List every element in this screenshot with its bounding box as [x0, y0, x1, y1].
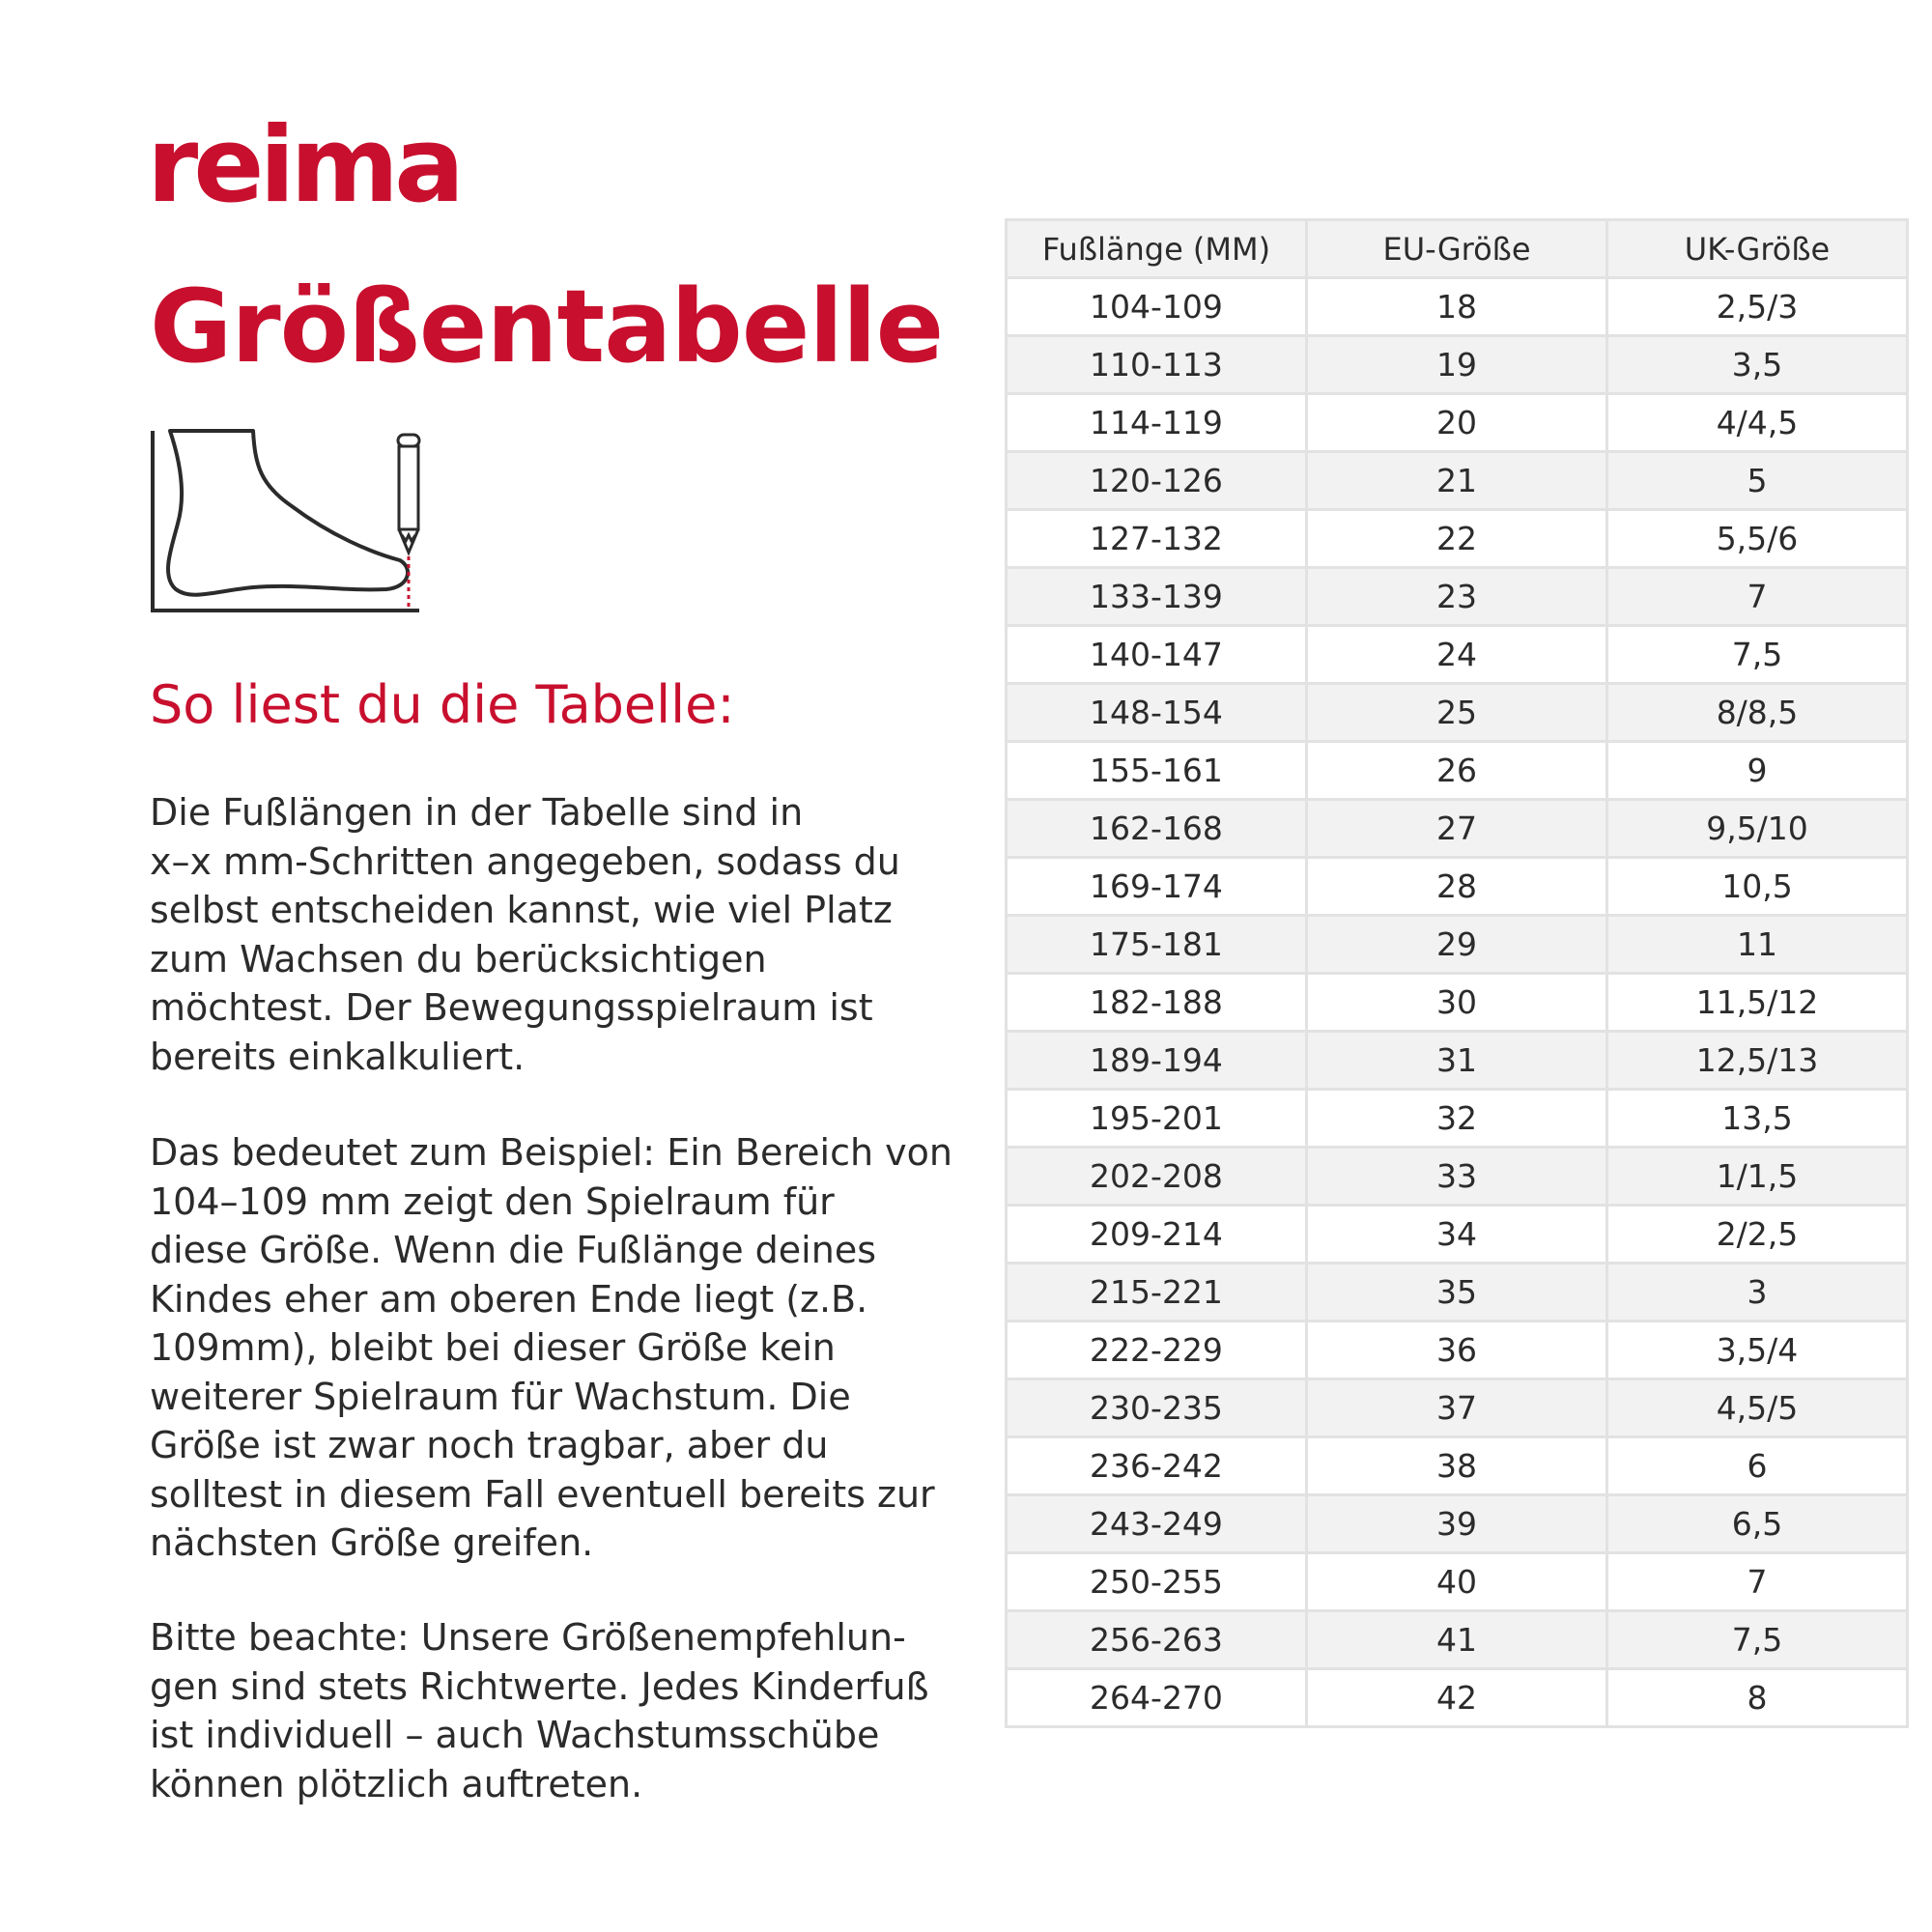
foot-length-cell: 148-154 — [1007, 684, 1307, 742]
foot-length-cell: 169-174 — [1007, 858, 1307, 916]
uk-size-cell: 1/1,5 — [1607, 1148, 1908, 1206]
eu-size-cell: 38 — [1307, 1437, 1607, 1495]
table-row — [1007, 800, 1908, 858]
foot-length-cell: 250-255 — [1007, 1553, 1307, 1611]
uk-size-cell: 7,5 — [1607, 626, 1908, 684]
uk-size-cell: 2,5/3 — [1607, 278, 1908, 336]
text-line: Kindes eher am oberen Ende liegt (z.B. — [150, 1277, 868, 1321]
uk-size-cell: 11 — [1607, 916, 1908, 974]
uk-size-cell: 8/8,5 — [1607, 684, 1908, 742]
text-line: möchtest. Der Bewegungsspielraum ist — [150, 986, 873, 1029]
uk-size-cell: 3,5 — [1607, 336, 1908, 394]
eu-size-cell: 26 — [1307, 742, 1607, 800]
eu-size-cell: 29 — [1307, 916, 1607, 974]
table-row — [1007, 568, 1908, 626]
eu-size-cell: 35 — [1307, 1264, 1607, 1321]
text-line: Das bedeutet zum Beispiel: Ein Bereich von — [150, 1131, 952, 1174]
text-line: Größe ist zwar noch tragbar, aber du — [150, 1424, 829, 1466]
eu-size-cell: 23 — [1307, 568, 1607, 626]
table-row — [1007, 1148, 1908, 1206]
table-row — [1007, 1264, 1908, 1321]
foot-length-cell: 202-208 — [1007, 1148, 1307, 1206]
foot-length-cell: 215-221 — [1007, 1264, 1307, 1321]
table-row — [1007, 1669, 1908, 1727]
reima-logo: reima — [147, 105, 460, 226]
size-table-body — [1007, 278, 1908, 1727]
uk-size-cell: 6 — [1607, 1437, 1908, 1495]
text-line: Die Fußlängen in der Tabelle sind in — [150, 791, 804, 834]
foot-length-cell: 110-113 — [1007, 336, 1307, 394]
table-row — [1007, 1553, 1908, 1611]
uk-size-cell: 8 — [1607, 1669, 1908, 1727]
table-row — [1007, 1321, 1908, 1379]
foot-length-cell: 236-242 — [1007, 1437, 1307, 1495]
eu-size-cell: 18 — [1307, 278, 1607, 336]
uk-size-cell: 12,5/13 — [1607, 1032, 1908, 1090]
foot-length-cell: 182-188 — [1007, 974, 1307, 1032]
uk-size-cell: 11,5/12 — [1607, 974, 1908, 1032]
eu-size-cell: 24 — [1307, 626, 1607, 684]
column-header-foot-length: Fußlänge (MM) — [1007, 220, 1307, 278]
column-header-eu-size: EU-Größe — [1307, 220, 1607, 278]
text-line: Bitte beachte: Unsere Größenempfehlun- — [150, 1616, 906, 1659]
table-row — [1007, 452, 1908, 510]
table-header-row — [1007, 220, 1908, 278]
foot-length-cell: 175-181 — [1007, 916, 1307, 974]
uk-size-cell: 7 — [1607, 568, 1908, 626]
foot-length-cell: 230-235 — [1007, 1379, 1307, 1437]
guide-paragraph-2 — [150, 1128, 1000, 1568]
text-line: zum Wachsen du berücksichtigen — [150, 937, 767, 980]
table-row — [1007, 336, 1908, 394]
eu-size-cell: 32 — [1307, 1090, 1607, 1148]
eu-size-cell: 41 — [1307, 1611, 1607, 1669]
foot-length-cell: 127-132 — [1007, 510, 1307, 568]
uk-size-cell: 13,5 — [1607, 1090, 1908, 1148]
foot-length-cell: 120-126 — [1007, 452, 1307, 510]
uk-size-cell: 9 — [1607, 742, 1908, 800]
eu-size-cell: 37 — [1307, 1379, 1607, 1437]
text-line: ist individuell – auch Wachstumsschübe — [150, 1714, 880, 1756]
uk-size-cell: 3 — [1607, 1264, 1908, 1321]
eu-size-cell: 33 — [1307, 1148, 1607, 1206]
uk-size-cell: 4/4,5 — [1607, 394, 1908, 452]
table-row — [1007, 974, 1908, 1032]
table-row — [1007, 1495, 1908, 1553]
table-row — [1007, 916, 1908, 974]
eu-size-cell: 25 — [1307, 684, 1607, 742]
eu-size-cell: 31 — [1307, 1032, 1607, 1090]
uk-size-cell: 10,5 — [1607, 858, 1908, 916]
eu-size-cell: 30 — [1307, 974, 1607, 1032]
text-line: bereits einkalkuliert. — [150, 1035, 526, 1078]
text-line: können plötzlich auftreten. — [150, 1762, 643, 1805]
eu-size-cell: 36 — [1307, 1321, 1607, 1379]
text-line: weiterer Spielraum für Wachstum. Die — [150, 1375, 851, 1418]
text-line: nächsten Größe greifen. — [150, 1521, 594, 1564]
guide-paragraph-3 — [150, 1613, 1000, 1808]
eu-size-cell: 19 — [1307, 336, 1607, 394]
text-line: 109mm), bleibt bei dieser Größe kein — [150, 1326, 836, 1369]
eu-size-cell: 39 — [1307, 1495, 1607, 1553]
foot-length-cell: 222-229 — [1007, 1321, 1307, 1379]
foot-length-cell: 264-270 — [1007, 1669, 1307, 1727]
eu-size-cell: 21 — [1307, 452, 1607, 510]
foot-length-cell: 243-249 — [1007, 1495, 1307, 1553]
foot-measure-pencil-icon — [147, 427, 437, 620]
table-row — [1007, 742, 1908, 800]
foot-length-cell: 133-139 — [1007, 568, 1307, 626]
eu-size-cell: 27 — [1307, 800, 1607, 858]
eu-size-cell: 42 — [1307, 1669, 1607, 1727]
text-line: diese Größe. Wenn die Fußlänge deines — [150, 1229, 877, 1271]
text-line: solltest in diesem Fall eventuell bereits zur — [150, 1472, 935, 1516]
table-row — [1007, 394, 1908, 452]
foot-length-cell: 256-263 — [1007, 1611, 1307, 1669]
eu-size-cell: 40 — [1307, 1553, 1607, 1611]
page-title: Größentabelle — [150, 268, 944, 385]
eu-size-cell: 20 — [1307, 394, 1607, 452]
table-row — [1007, 684, 1908, 742]
text-line: gen sind stets Richtwerte. Jedes Kinderfuß — [150, 1664, 929, 1708]
uk-size-cell: 5,5/6 — [1607, 510, 1908, 568]
eu-size-cell: 34 — [1307, 1206, 1607, 1264]
table-row — [1007, 858, 1908, 916]
table-row — [1007, 1379, 1908, 1437]
foot-length-cell: 155-161 — [1007, 742, 1307, 800]
eu-size-cell: 22 — [1307, 510, 1607, 568]
uk-size-cell: 3,5/4 — [1607, 1321, 1908, 1379]
table-row — [1007, 626, 1908, 684]
table-row — [1007, 278, 1908, 336]
column-header-uk-size: UK-Größe — [1607, 220, 1908, 278]
foot-length-cell: 195-201 — [1007, 1090, 1307, 1148]
table-row — [1007, 1206, 1908, 1264]
uk-size-cell: 9,5/10 — [1607, 800, 1908, 858]
foot-length-cell: 189-194 — [1007, 1032, 1307, 1090]
foot-length-cell: 162-168 — [1007, 800, 1307, 858]
table-row — [1007, 510, 1908, 568]
uk-size-cell: 2/2,5 — [1607, 1206, 1908, 1264]
foot-length-cell: 140-147 — [1007, 626, 1307, 684]
table-row — [1007, 1611, 1908, 1669]
table-row — [1007, 1437, 1908, 1495]
uk-size-cell: 6,5 — [1607, 1495, 1908, 1553]
text-line: 104–109 mm zeigt den Spielraum für — [150, 1179, 835, 1223]
size-table — [1005, 218, 1909, 1728]
foot-length-cell: 114-119 — [1007, 394, 1307, 452]
uk-size-cell: 7,5 — [1607, 1611, 1908, 1669]
table-row — [1007, 1032, 1908, 1090]
foot-length-cell: 104-109 — [1007, 278, 1307, 336]
foot-length-cell: 209-214 — [1007, 1206, 1307, 1264]
eu-size-cell: 28 — [1307, 858, 1607, 916]
table-row — [1007, 1090, 1908, 1148]
uk-size-cell: 5 — [1607, 452, 1908, 510]
uk-size-cell: 7 — [1607, 1553, 1908, 1611]
guide-subtitle: So liest du die Tabelle: — [150, 674, 735, 735]
text-line: x–x mm-Schritten angegeben, sodass du — [150, 839, 900, 883]
guide-paragraph-1 — [150, 788, 1000, 1081]
text-line: selbst entscheiden kannst, wie viel Platz — [150, 889, 893, 931]
uk-size-cell: 4,5/5 — [1607, 1379, 1908, 1437]
